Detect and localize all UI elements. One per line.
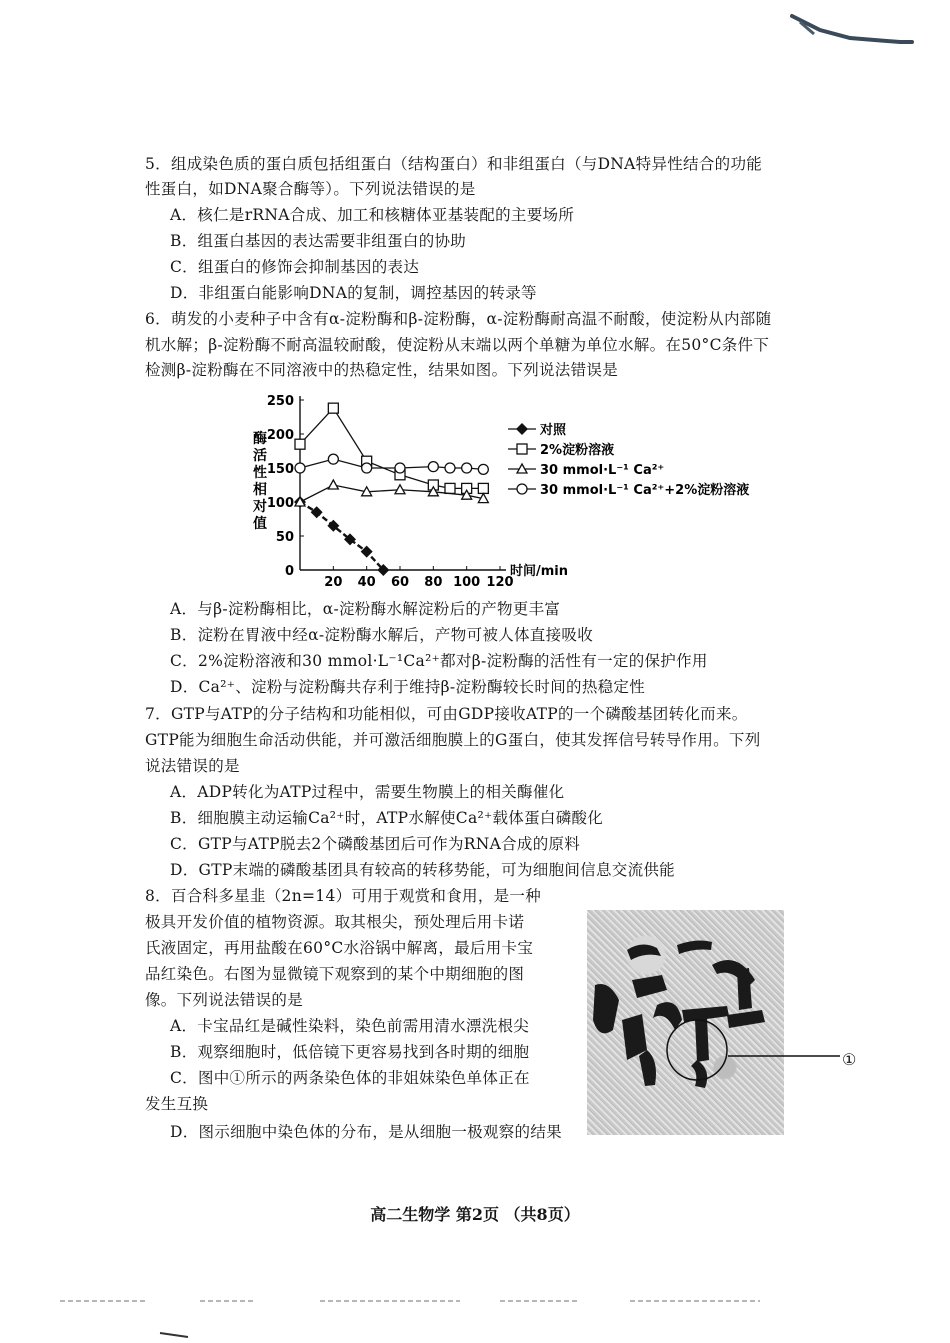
q5-stem-line1: 5．组成染色质的蛋白质包括组蛋白（结构蛋白）和非组蛋白（与DNA特异性结合的功能 [145, 155, 763, 173]
series-1-point [445, 483, 455, 493]
y-tick-label: 50 [275, 530, 294, 545]
q8-stem-line5: 像。下列说法错误的是 [145, 991, 304, 1009]
y-tick-label: 200 [266, 428, 294, 443]
x-tick-label: 20 [324, 575, 343, 590]
q7-stem-line2: GTP能为细胞生命活动供能，并可激活细胞膜上的G蛋白，使其发挥信号转导作用。下列 [145, 731, 761, 749]
q8-option-d: D．图示细胞中染色体的分布，是从细胞一极观察的结果 [170, 1123, 562, 1141]
enzyme-activity-chart [240, 385, 760, 595]
series-3-point [362, 463, 372, 473]
y-tick-label: 250 [266, 394, 294, 409]
series-2-point [395, 485, 405, 494]
x-tick-label: 40 [357, 575, 376, 590]
series-0-point [311, 506, 323, 518]
legend-marker-0 [516, 423, 528, 435]
y-tick-label: 150 [266, 462, 294, 477]
scan-smudge [780, 8, 920, 48]
legend-label-1: 2%淀粉溶液 [540, 443, 615, 458]
x-tick-label: 100 [453, 575, 481, 590]
q5-option-a: A．核仁是rRNA合成、加工和核糖体亚基装配的主要场所 [170, 206, 575, 224]
series-2-point [328, 480, 338, 489]
q6-option-c: C．2%淀粉溶液和30 mmol·L⁻¹Ca²⁺都对β-淀粉酶的活性有一定的保护作用 [170, 652, 708, 670]
series-line-1 [300, 408, 483, 488]
series-3-point [428, 462, 438, 472]
legend-label-3: 30 mmol·L⁻¹ Ca²⁺+2%淀粉溶液 [540, 483, 750, 498]
x-tick-label: 80 [424, 575, 443, 590]
q7-option-b: B．细胞膜主动运输Ca²⁺时，ATP水解使Ca²⁺载体蛋白磷酸化 [170, 809, 604, 827]
series-3-point [295, 463, 305, 473]
q6-stem-line2: 机水解；β-淀粉酶不耐高温较耐酸，使淀粉从末端以两个单糖为单位水解。在50°C条件下 [145, 336, 770, 354]
q8-stem-line1: 8．百合科多星韭（2n=14）可用于观赏和食用，是一种 [145, 887, 542, 905]
scan-bottom-lines [60, 1295, 820, 1339]
series-3-point [478, 464, 488, 474]
series-3-point [328, 454, 338, 464]
x-tick-label: 60 [390, 575, 410, 590]
x-axis-label: 时间/min [510, 564, 569, 579]
series-1-point [295, 439, 305, 449]
series-3-point [462, 463, 472, 473]
q8-option-b: B．观察细胞时，低倍镜下更容易找到各时期的细胞 [170, 1043, 530, 1061]
y-tick-label: 100 [266, 496, 294, 511]
series-3-point [445, 463, 455, 473]
series-1-point [478, 483, 488, 493]
y-axis-label-char: 对 [253, 499, 267, 515]
q5-stem-line2: 性蛋白，如DNA聚合酶等）。下列说法错误的是 [145, 180, 476, 198]
y-tick-label: 0 [284, 564, 294, 579]
y-axis-label-char: 值 [253, 516, 267, 532]
q7-option-d: D．GTP末端的磷酸基团具有较高的转移势能，可为细胞间信息交流供能 [170, 861, 675, 879]
q5-option-c: C．组蛋白的修饰会抑制基因的表达 [170, 258, 420, 276]
series-line-2 [300, 485, 483, 502]
q5-option-d: D．非组蛋白能影响DNA的复制，调控基因的转录等 [170, 284, 537, 302]
y-axis-label-char: 性 [253, 465, 267, 481]
q8-option-c-line1: C．图中①所示的两条染色体的非姐妹染色单体正在 [170, 1069, 530, 1087]
page-footer: 高二生物学 第2页 （共8页） [370, 1205, 580, 1224]
chromosome-shapes [587, 910, 784, 1135]
x-tick-label: 120 [486, 575, 514, 590]
q7-option-a: A．ADP转化为ATP过程中，需要生物膜上的相关酶催化 [170, 783, 565, 801]
series-line-3 [300, 459, 483, 469]
q8-stem-line4: 品红染色。右图为显微镜下观察到的某个中期细胞的图 [145, 965, 525, 983]
figure-pointer-line [728, 1050, 843, 1062]
y-axis-label-char: 活 [253, 448, 267, 464]
legend-label-2: 30 mmol·L⁻¹ Ca²⁺ [540, 463, 665, 478]
series-1-point [328, 403, 338, 413]
q7-option-c: C．GTP与ATP脱去2个磷酸基团后可作为RNA合成的原料 [170, 835, 581, 853]
legend-marker-1 [517, 444, 527, 454]
q6-stem-line1: 6．萌发的小麦种子中含有α-淀粉酶和β-淀粉酶，α-淀粉酶耐高温不耐酸，使淀粉从内部随 [145, 310, 772, 328]
q6-option-b: B．淀粉在胃液中经α-淀粉酶水解后，产物可被人体直接吸收 [170, 626, 593, 644]
q5-option-b: B．组蛋白基因的表达需要非组蛋白的协助 [170, 232, 467, 250]
q6-option-a: A．与β-淀粉酶相比，α-淀粉酶水解淀粉后的产物更丰富 [170, 600, 561, 618]
figure-label-1: ① [842, 1050, 857, 1069]
micrograph-chromosomes [587, 910, 784, 1135]
legend-marker-3 [517, 484, 527, 494]
y-axis-label-char: 相 [253, 482, 267, 498]
series-3-point [395, 463, 405, 473]
legend-label-0: 对照 [540, 423, 567, 438]
q7-stem-line3: 说法错误的是 [145, 757, 240, 775]
q8-option-c-line2: 发生互换 [145, 1095, 209, 1113]
y-axis-label-char: 酶 [253, 431, 267, 447]
q8-stem-line2: 极具开发价值的植物资源。取其根尖，预处理后用卡诺 [145, 913, 525, 931]
q7-stem-line1: 7．GTP与ATP的分子结构和功能相似，可由GDP接收ATP的一个磷酸基团转化而来。 [145, 705, 748, 723]
q8-option-a: A．卡宝品红是碱性染料，染色前需用清水漂洗根尖 [170, 1017, 530, 1035]
q8-stem-line3: 氏液固定，再用盐酸在60°C水浴锅中解离，最后用卡宝 [145, 939, 534, 957]
q6-option-d: D．Ca²⁺、淀粉与淀粉酶共存利于维持β-淀粉酶较长时间的热稳定性 [170, 678, 646, 696]
q6-stem-line3: 检测β-淀粉酶在不同溶液中的热稳定性，结果如图。下列说法错误是 [145, 361, 619, 379]
